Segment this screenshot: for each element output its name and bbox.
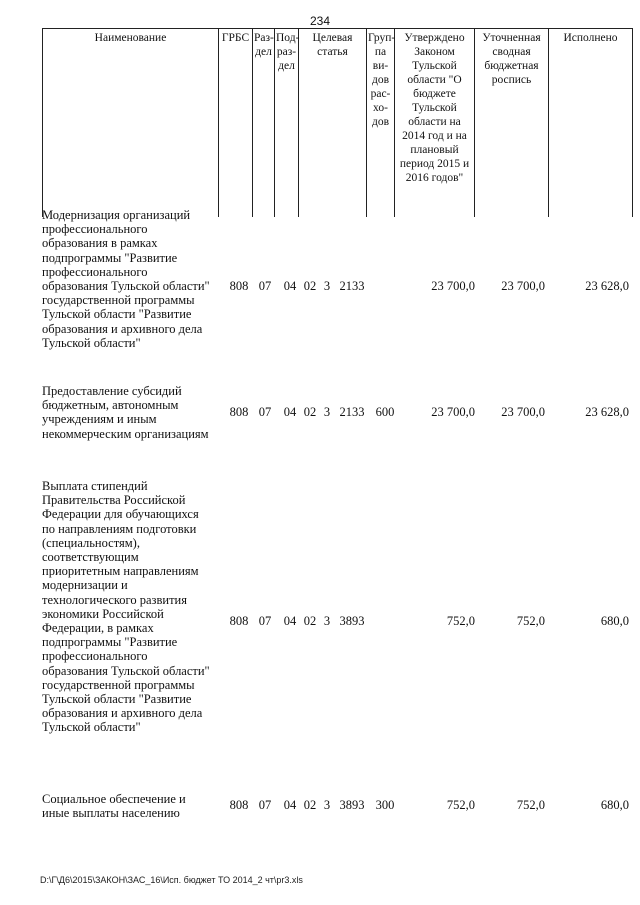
col-razdel-header: Раз- дел xyxy=(253,29,275,218)
row-razdel: 07 xyxy=(258,798,272,812)
row-approved: 752,0 xyxy=(446,798,475,812)
col-name-header: Наименование xyxy=(43,29,219,218)
row-target-2: 3 xyxy=(323,798,331,812)
row-target-2: 3 xyxy=(323,279,331,293)
page-number: 234 xyxy=(309,14,331,28)
row-razdel: 07 xyxy=(258,279,272,293)
col-podrazdel-header: Под- раз- дел xyxy=(275,29,299,218)
col-group-header: Груп- па ви- дов рас- хо- дов xyxy=(367,29,395,218)
row-grbs: 808 xyxy=(229,798,249,812)
row-grbs: 808 xyxy=(229,614,249,628)
row-executed: 680,0 xyxy=(600,614,629,628)
row-target-3: 3893 xyxy=(339,798,365,812)
row-executed: 23 628,0 xyxy=(585,405,629,419)
row-refined: 752,0 xyxy=(516,798,545,812)
row-target-3: 2133 xyxy=(339,405,365,419)
row-razdel: 07 xyxy=(258,405,272,419)
row-podrazdel: 04 xyxy=(283,798,297,812)
row-podrazdel: 04 xyxy=(283,405,297,419)
row-refined: 23 700,0 xyxy=(501,405,545,419)
row-target-1: 02 xyxy=(303,614,317,628)
table-row xyxy=(42,792,632,824)
file-path-footer: D:\Г\Д6\2015\ЗАКОН\ЗАС_16\Исп. бюджет ТО 2014_2 чт\pr3.xls xyxy=(40,875,303,885)
col-approved-header: Утверждено Законом Тульской области "О бюджете Тульской области на 2014 год и на плановый период 2015 и 2016 годов" xyxy=(395,29,475,218)
row-approved: 23 700,0 xyxy=(431,405,475,419)
row-target-3: 3893 xyxy=(339,614,365,628)
row-target-1: 02 xyxy=(303,798,317,812)
row-group: 300 xyxy=(375,798,395,812)
row-group: 600 xyxy=(375,405,395,419)
row-target-2: 3 xyxy=(323,405,331,419)
row-grbs: 808 xyxy=(229,405,249,419)
row-target-1: 02 xyxy=(303,405,317,419)
col-grbs-header: ГРБС xyxy=(219,29,253,218)
row-approved: 752,0 xyxy=(446,614,475,628)
row-target-3: 2133 xyxy=(339,279,365,293)
row-name: Модернизация организаций профессионального образования в рамках подпрограммы "Развитие профессионального образования Тульской области" государственной программы Тульской области "Развитие образования и архивного дела Тульской области" xyxy=(42,208,210,350)
row-name: Выплата стипендий Правительства Российской Федерации для обучающихся по направлениям подготовки (специальностям), соответствующим приоритетным направлениям модернизации и технологического развития экономики Российской Федерации, в рамках подпрограммы "Развитие профессионального образования Тульской области" государственной программы Тульской области "Развитие образования и архивного дела Тульской области" xyxy=(42,479,210,735)
table-header xyxy=(42,28,633,217)
row-target-1: 02 xyxy=(303,279,317,293)
row-podrazdel: 04 xyxy=(283,614,297,628)
table-row xyxy=(42,384,632,444)
row-refined: 23 700,0 xyxy=(501,279,545,293)
row-refined: 752,0 xyxy=(516,614,545,628)
row-approved: 23 700,0 xyxy=(431,279,475,293)
col-refined-header: Уточненная сводная бюджетная роспись xyxy=(475,29,549,218)
col-target-header: Целевая статья xyxy=(299,29,367,218)
row-name: Социальное обеспечение и иные выплаты населению xyxy=(42,792,186,821)
row-razdel: 07 xyxy=(258,614,272,628)
row-name: Предоставление субсидий бюджетным, автономным учреждениям и иным некоммерческим организациям xyxy=(42,384,209,441)
row-grbs: 808 xyxy=(229,279,249,293)
row-target-2: 3 xyxy=(323,614,331,628)
row-executed: 680,0 xyxy=(600,798,629,812)
row-podrazdel: 04 xyxy=(283,279,297,293)
row-executed: 23 628,0 xyxy=(585,279,629,293)
col-executed-header: Исполнено xyxy=(549,29,633,218)
table-row xyxy=(42,479,632,739)
table-row xyxy=(42,208,632,358)
